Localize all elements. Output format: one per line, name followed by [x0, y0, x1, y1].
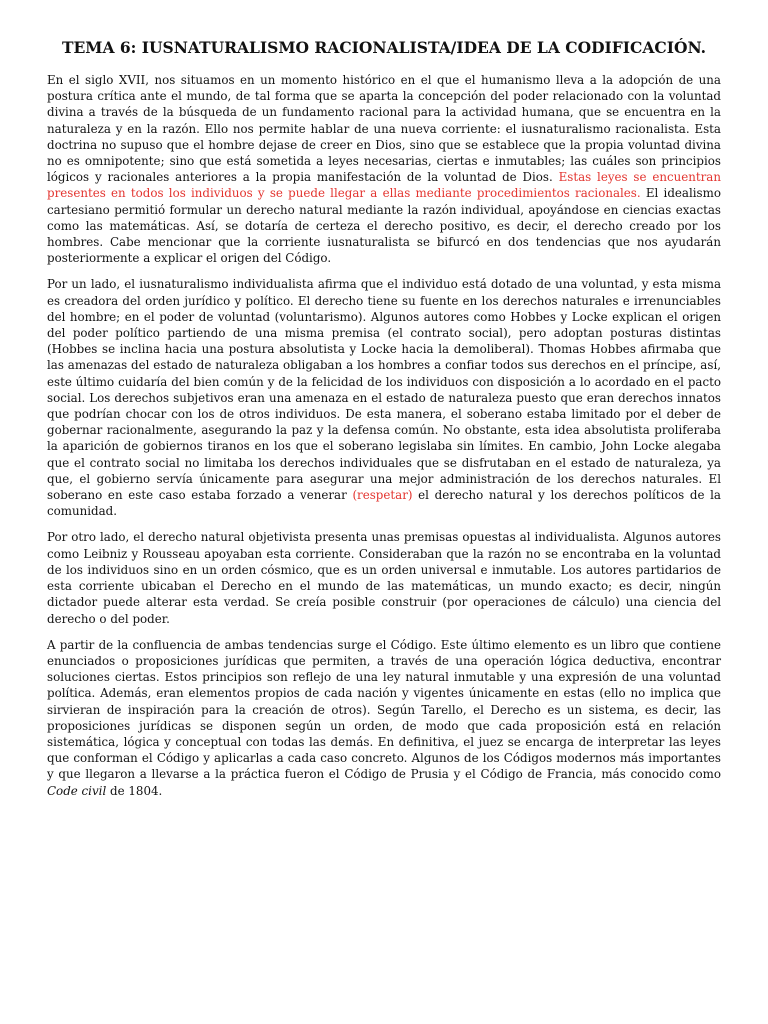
paragraph-3: Por otro lado, el derecho natural objetivista presenta unas premisas opuestas al individualista. Algunos autores como Leibniz y Rousseau apoyaban esta corriente. Consideraban que la razón no se encontraba en la voluntad de los individuos sino en un orden cósmico, que es un orden universal e inmutable. Los autores partidarios de esta corriente ubicaban el Derecho en el mundo de las matemáticas, un mundo exacto; es decir, ningún dictador puede alterar esta verdad. Se creía posible construir (por operaciones de cálculo) una ciencia del derecho o del poder.: [47, 530, 721, 626]
document-page: [47, 38, 721, 809]
paragraph-4: [47, 637, 721, 799]
paragraph-4-text-after: de 1804.: [106, 783, 163, 798]
paragraph-1-text-after: El idealismo cartesiano permitió formular un derecho natural mediante la razón individual, apoyándose en ciencias exactas como las matemáticas. Así, se dotaría de certeza el derecho positivo, es decir, el derecho creado por los hombres. Cabe mencionar que la corriente iusnaturalista se bifurcó en dos tendencias que nos ayudarán posteriormente a explicar el origen del Código.: [47, 186, 721, 266]
document-title: TEMA 6: IUSNATURALISMO RACIONALISTA/IDEA DE LA CODIFICACIÓN.: [61, 38, 707, 57]
paragraph-1: [47, 72, 721, 266]
paragraph-2: [47, 276, 721, 519]
paragraph-4-italic: Code civil: [47, 783, 107, 798]
paragraph-2-text-before: Por un lado, el iusnaturalismo individualista afirma que el individuo está dotado de una voluntad, y esta misma es creadora del orden jurídico y político. El derecho tiene su fuente en los derechos naturales e irrenunciables del hombre; en el poder de voluntad (voluntarismo). Algunos autores como Hobbes y Locke explican el origen del poder político partiendo de una misma premisa (el contrato social), pero adoptan posturas distintas (Hobbes se inclina hacia una postura absolutista y Locke hacia la demoliberal). Thomas Hobbes afirmaba que las amenazas del estado de naturaleza obligaban a los hombres a confiar todos sus derechos en el príncipe, así, este último cuidaría del bien común y de la felicidad de los individuos con disposición a lo acordado en el pacto social. Los derechos subjetivos eran una amenaza en el estado de naturaleza puesto que eran derechos innatos que podrían chocar con los de otros individuos. De esta manera, el soberano estaba limitado por el deber de gobernar racionalmente, asegurando la paz y la defensa común. No obstante, esta idea absolutista proliferaba la aparición de gobiernos tiranos en los que el soberano legislaba sin límites. En cambio, John Locke alegaba que el contrato social no limitaba los derechos individuales que se disfrutaban en el estado de naturaleza, ya que, el gobierno servía únicamente para asegurar una mejor administración de los derechos naturales. El soberano en este caso estaba forzado a venerar: [47, 277, 721, 503]
paragraph-2-text-after: el derecho natural y los derechos políticos de la comunidad.: [47, 488, 721, 519]
paragraph-1-highlight: Estas leyes se encuentran presentes en todos los individuos y se puede llegar a ellas mediante procedimientos racionales.: [47, 170, 721, 201]
paragraph-4-text-before: A partir de la confluencia de ambas tendencias surge el Código. Este último elemento es un libro que contiene enunciados o proposiciones jurídicas que permiten, a través de una operación lógica deductiva, encontrar soluciones ciertas. Estos principios son reflejo de una ley natural inmutable y una expresión de una voluntad política. Además, eran elementos propios de cada nación y vigentes únicamente en estas (ello no implica que sirvieran de inspiración para la creación de otros). Según Tarello, el Derecho es un sistema, es decir, las proposiciones jurídicas se disponen según un orden, de modo que cada proposición está en relación sistemática, lógica y conceptual con todas las demás. En definitiva, el juez se encarga de interpretar las leyes que conforman el Código y aplicarlas a cada caso concreto. Algunos de los Códigos modernos más importantes y que llegaron a llevarse a la práctica fueron el Código de Prusia y el Código de Francia, más conocido como: [47, 637, 721, 782]
paragraph-1-text-before: En el siglo XVII, nos situamos en un momento histórico en el que el humanismo lleva a la adopción de una postura crítica ante el mundo, de tal forma que se aparta la concepción del poder relacionado con la voluntad divina a través de la búsqueda de un fundamento racional para la actividad humana, que se encuentra en la naturaleza y en la razón. Ello nos permite hablar de una nueva corriente: el iusnaturalismo racionalista. Esta doctrina no supuso que el hombre dejase de creer en Dios, sino que se establece que la propia voluntad divina no es omnipotente; sino que está sometida a leyes necesarias, ciertas e inmutables; las cuáles son principios lógicos y racionales anteriores a la propia manifestación de la voluntad de Dios.: [47, 73, 721, 185]
paragraph-2-highlight: (respetar): [352, 488, 413, 503]
